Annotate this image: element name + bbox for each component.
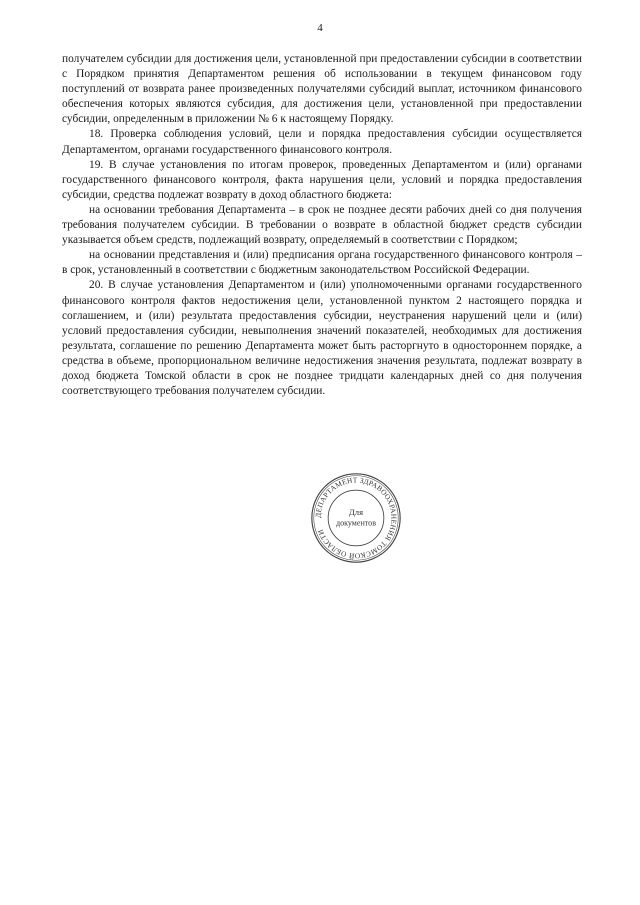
stamp-center-line-1: Для: [348, 507, 364, 518]
paragraph-20: 20. В случае установления Департаментом и (или) уполномоченными органами государственного финансового контроля фактов недостижения цели, установленной пунктом 2 настоящего порядка и соглашением, и (или) результата предоставления субсидии, неустранения нарушений цели и (или) условий предоставления субсидии, невыполнения значений показателей, необходимых для достижения результата, соглашение по решению Департамента может быть расторгнуто в одностороннем порядке, а средства в объеме, пропорциональном величине недостижения значения результата, подлежат возврату в доход бюджета Томской области в срок не позднее тридцати календарных дней со дня получения соответствующего требования получателем субсидии.: [62, 279, 582, 398]
document-body: [62, 52, 582, 399]
stamp-center-line-2: документов: [335, 518, 377, 528]
department-stamp: [308, 470, 404, 566]
paragraph-continuation: получателем субсидии для достижения цели, установленной при предоставлении субсидии в соответствии с Порядком принятия Департаментом решения об использовании в текущем финансовом году поступлений от возврата ранее произведенных получателями субсидий выплат, источником финансового обеспечения которых являются субсидия, для достижения цели, установленной при предоставлении субсидии, определенным в приложении № 6 к настоящему Порядку.: [62, 53, 582, 126]
paragraph-19-item-2: на основании представления и (или) предписания органа государственного финансового контроля – в срок, установленный в соответствии с бюджетным законодательством Российской Федерации.: [62, 249, 582, 277]
stamp-ring-text: ДЕПАРТАМЕНТ ЗДРАВООХРАНЕНИЯ ТОМСКОЙ ОБЛАСТИ: [314, 476, 398, 560]
paragraph-19: 19. В случае установления по итогам проверок, проведенных Департаментом и (или) органами государственного финансового контроля, факта нарушения цели, условий и порядка предоставления субсидии, средства подлежат возврату в доход областного бюджета:: [62, 158, 582, 201]
page-number: 4: [317, 22, 323, 34]
paragraph-19-item-1: на основании требования Департамента – в срок не позднее десяти рабочих дней со дня получения требования получателем субсидии. В требовании о возврате в областной бюджет средств субсидии указывается объем средств, подлежащий возврату, определяемый в соответствии с Порядком;: [62, 203, 582, 247]
paragraph-18: 18. Проверка соблюдения условий, цели и порядка предоставления субсидии осуществляется Департаментом, органами государственного финансового контроля.: [62, 128, 582, 156]
